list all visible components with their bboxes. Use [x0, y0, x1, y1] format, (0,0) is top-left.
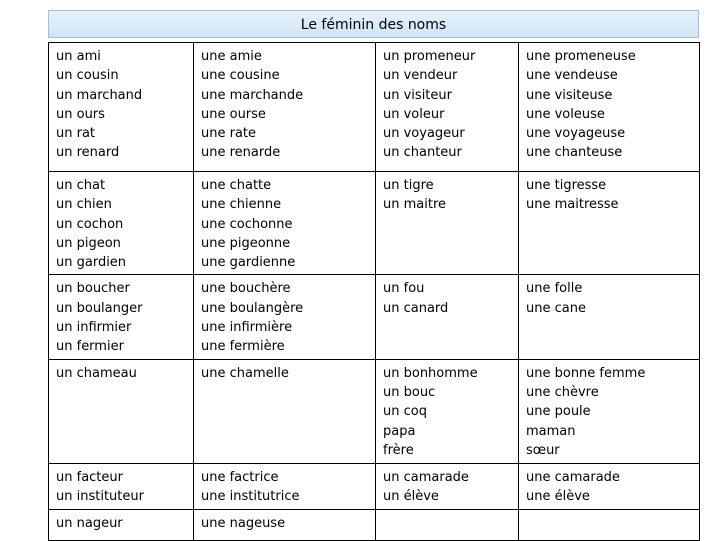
- table-cell: [194, 359, 376, 463]
- table-cell: [194, 463, 376, 509]
- feminine-word: une fermière: [201, 339, 285, 355]
- feminine-word: une ourse: [201, 106, 266, 122]
- feminine-word: une cousine: [201, 68, 280, 84]
- table-cell: [49, 359, 194, 463]
- masculine-word: papa: [383, 423, 416, 439]
- masculine-word: un vendeur: [383, 68, 458, 84]
- table-row: [49, 172, 700, 275]
- masculine-word: frère: [383, 442, 414, 458]
- feminine-word: une promeneuse: [526, 49, 636, 64]
- masculine-word: un voleur: [383, 106, 445, 122]
- masculine-word: un fermier: [56, 339, 124, 355]
- feminine-word: sœur: [526, 442, 560, 458]
- table-cell: [376, 359, 519, 463]
- masculine-word: un nageur: [56, 515, 123, 531]
- masculine-word: un chameau: [56, 365, 137, 381]
- table-cell: [519, 275, 700, 359]
- masculine-word: un chat: [56, 178, 106, 193]
- masculine-word: un camarade: [383, 469, 469, 485]
- masculine-word: un voyageur: [383, 126, 465, 142]
- feminine-word: une vendeuse: [526, 68, 618, 84]
- table-cell: [49, 43, 194, 172]
- masculine-word: un infirmier: [56, 320, 132, 336]
- masculine-word: un fou: [383, 281, 425, 297]
- masculine-word: un marchand: [56, 87, 143, 103]
- masculine-word: un tigre: [383, 178, 434, 193]
- table-cell: [376, 172, 519, 275]
- feminine-word: une poule: [526, 404, 591, 420]
- masculine-word: un chien: [56, 197, 112, 213]
- table-cell: [49, 509, 194, 540]
- masculine-word: un instituteur: [56, 488, 144, 504]
- feminine-word: une rate: [201, 126, 257, 142]
- table-row: [49, 463, 700, 509]
- table-row: [49, 43, 700, 172]
- table-row: [49, 359, 700, 463]
- table-cell: [194, 172, 376, 275]
- page-title: Le féminin des noms: [48, 10, 699, 38]
- feminine-word: une infirmière: [201, 320, 293, 336]
- feminine-word: une chatte: [201, 178, 272, 193]
- table-cell: [376, 509, 519, 540]
- table-cell: [519, 359, 700, 463]
- table-row: [49, 275, 700, 359]
- masculine-word: un bonhomme: [383, 365, 478, 381]
- table-cell: [194, 275, 376, 359]
- masculine-word: un promeneur: [383, 49, 476, 64]
- feminine-word: une institutrice: [201, 488, 300, 504]
- table-cell: [519, 43, 700, 172]
- feminine-word: une bouchère: [201, 281, 291, 297]
- feminine-word: une visiteuse: [526, 87, 613, 103]
- table-cell: [376, 43, 519, 172]
- masculine-word: un renard: [56, 145, 120, 161]
- table-cell: [49, 463, 194, 509]
- feminine-word: une boulangère: [201, 300, 304, 316]
- feminine-word: une chanteuse: [526, 145, 623, 161]
- masculine-word: un boucher: [56, 281, 130, 297]
- table-cell: [376, 275, 519, 359]
- feminine-word: une amie: [201, 49, 262, 64]
- feminine-word: une marchande: [201, 87, 304, 103]
- feminine-word: une bonne femme: [526, 365, 646, 381]
- masculine-word: un chanteur: [383, 145, 462, 161]
- feminine-word: une camarade: [526, 469, 620, 485]
- masculine-word: un coq: [383, 404, 427, 420]
- feminine-word: une élève: [526, 488, 590, 504]
- feminine-word: une chèvre: [526, 384, 599, 400]
- table-cell: [519, 172, 700, 275]
- feminine-word: une tigresse: [526, 178, 607, 193]
- feminine-word: une cane: [526, 300, 586, 316]
- masculine-word: un bouc: [383, 384, 436, 400]
- noun-table: [48, 42, 700, 541]
- masculine-word: un cousin: [56, 68, 119, 84]
- feminine-word: une nageuse: [201, 515, 286, 531]
- feminine-word: une chamelle: [201, 365, 289, 381]
- masculine-word: un pigeon: [56, 235, 121, 251]
- feminine-word: une renarde: [201, 145, 281, 161]
- feminine-word: une cochonne: [201, 216, 293, 232]
- masculine-word: un ami: [56, 49, 101, 64]
- feminine-word: une maitresse: [526, 197, 619, 213]
- masculine-word: un maitre: [383, 197, 447, 213]
- masculine-word: un boulanger: [56, 300, 143, 316]
- table-cell: [194, 509, 376, 540]
- table-cell: [376, 463, 519, 509]
- feminine-word: une voyageuse: [526, 126, 626, 142]
- table-row: [49, 509, 700, 540]
- masculine-word: un cochon: [56, 216, 124, 232]
- masculine-word: un facteur: [56, 469, 123, 485]
- masculine-word: un visiteur: [383, 87, 452, 103]
- table-cell: [49, 275, 194, 359]
- masculine-word: un ours: [56, 106, 105, 122]
- masculine-word: un élève: [383, 488, 439, 504]
- feminine-word: une pigeonne: [201, 235, 291, 251]
- feminine-word: une gardienne: [201, 255, 296, 271]
- masculine-word: un rat: [56, 126, 96, 142]
- feminine-word: une factrice: [201, 469, 279, 485]
- feminine-word: maman: [526, 423, 576, 439]
- table-cell: [49, 172, 194, 275]
- table-cell: [194, 43, 376, 172]
- noun-table-body: [49, 43, 700, 541]
- feminine-word: une voleuse: [526, 106, 605, 122]
- feminine-word: une folle: [526, 281, 583, 297]
- masculine-word: un canard: [383, 300, 449, 316]
- masculine-word: un gardien: [56, 255, 127, 271]
- table-cell: [519, 509, 700, 540]
- table-cell: [519, 463, 700, 509]
- feminine-word: une chienne: [201, 197, 282, 213]
